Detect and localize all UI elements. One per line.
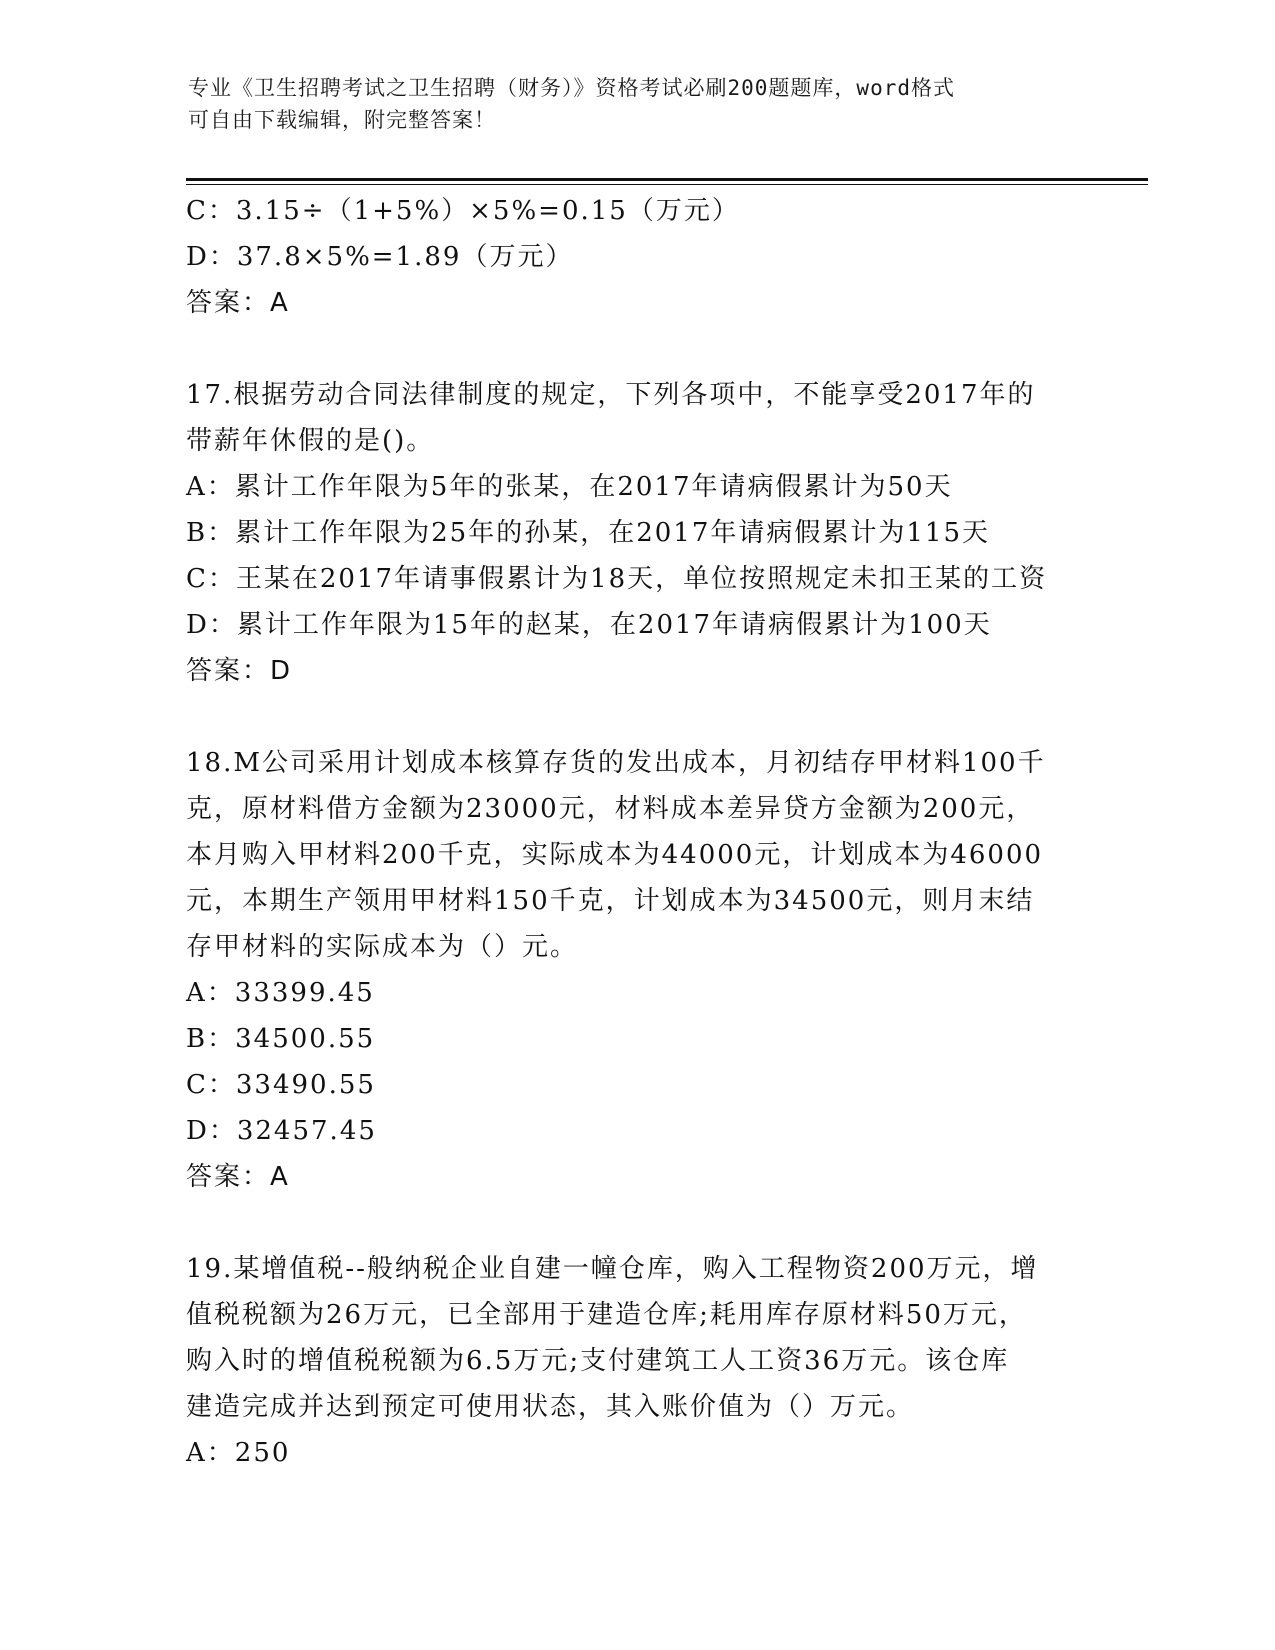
- q17-option-a: A：累计工作年限为5年的张某，在2017年请病假累计为50天: [186, 472, 953, 502]
- q18-option-c: C：33490.55: [186, 1070, 376, 1100]
- q18-option-a: A：33399.45: [186, 978, 375, 1008]
- q19-stem-line-3: 购入时的增值税税额为6.5万元;支付建筑工人工资36万元。该仓库: [186, 1346, 1010, 1376]
- q17-option-d: D：累计工作年限为15年的赵某，在2017年请病假累计为100天: [186, 610, 992, 640]
- header-line-1: 专业《卫生招聘考试之卫生招聘（财务）》资格考试必刷200题题库，word格式: [188, 76, 955, 100]
- q17-option-c: C：王某在2017年请事假累计为18天，单位按照规定未扣王某的工资: [186, 564, 1048, 594]
- q17-stem-line-1: 17.根据劳动合同法律制度的规定，下列各项中，不能享受2017年的: [186, 380, 1036, 410]
- question-16-tail: [186, 188, 1086, 326]
- document-body: [186, 188, 1086, 1476]
- question-18: [186, 740, 1086, 1200]
- q18-option-b: B：34500.55: [186, 1024, 376, 1054]
- q19-stem-line-1: 19.某增值税--般纳税企业自建一幢仓库，购入工程物资200万元，增: [186, 1254, 1039, 1284]
- q19-option-a: A：250: [186, 1438, 291, 1468]
- q18-option-d: D：32457.45: [186, 1116, 377, 1146]
- q17-option-b: B：累计工作年限为25年的孙某，在2017年请病假累计为115天: [186, 518, 990, 548]
- q18-answer: 答案：A: [186, 1162, 290, 1192]
- header-rule-thin: [186, 184, 1148, 185]
- spacer: [186, 694, 1086, 740]
- q19-stem-line-2: 值税税额为26万元，已全部用于建造仓库;耗用库存原材料50万元，: [186, 1300, 1027, 1330]
- q16-option-c: C：3.15÷（1+5%）×5%=0.15（万元）: [186, 196, 740, 226]
- spacer: [186, 1200, 1086, 1246]
- header-rule-thick: [186, 178, 1148, 181]
- q18-stem-line-1: 18.M公司采用计划成本核算存货的发出成本，月初结存甲材料100千: [186, 748, 1046, 778]
- question-17: [186, 372, 1086, 694]
- q16-option-d: D：37.8×5%=1.89（万元）: [186, 242, 574, 272]
- q16-answer: 答案：A: [186, 288, 290, 318]
- q18-stem-line-4: 元，本期生产领用甲材料150千克，计划成本为34500元，则月末结: [186, 886, 1035, 916]
- q18-stem-line-5: 存甲材料的实际成本为（）元。: [186, 932, 579, 962]
- q18-stem-line-3: 本月购入甲材料200千克，实际成本为44000元，计划成本为46000: [186, 840, 1044, 870]
- spacer: [186, 326, 1086, 372]
- header-line-2: 可自由下载编辑，附完整答案！: [188, 108, 496, 132]
- q19-stem-line-4: 建造完成并达到预定可使用状态，其入账价值为（）万元。: [186, 1392, 915, 1422]
- q17-answer: 答案：D: [186, 656, 293, 686]
- document-header: [188, 72, 1068, 136]
- question-19: [186, 1246, 1086, 1476]
- q17-stem-line-2: 带薪年休假的是()。: [186, 426, 435, 456]
- q18-stem-line-2: 克，原材料借方金额为23000元，材料成本差异贷方金额为200元，: [186, 794, 1035, 824]
